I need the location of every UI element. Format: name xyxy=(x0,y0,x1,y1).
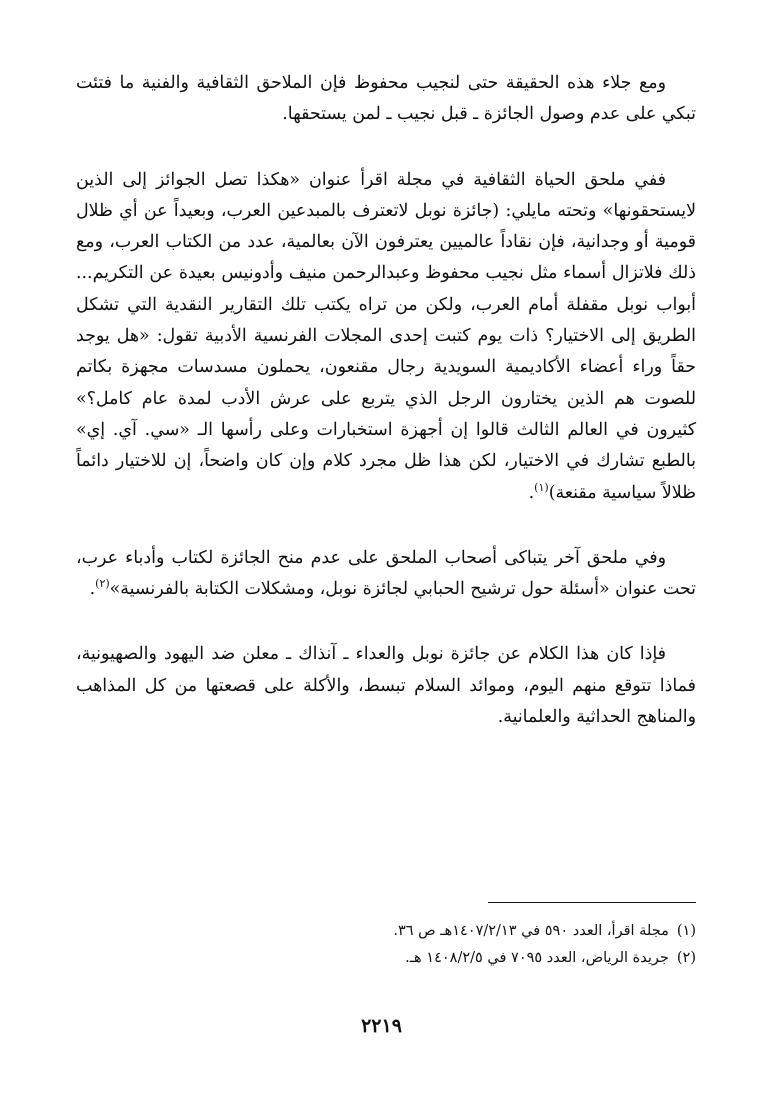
footnote-ref-1[interactable]: (١) xyxy=(534,480,549,494)
paragraph-3 xyxy=(76,543,696,606)
paragraph-4 xyxy=(76,639,696,733)
paragraph-1 xyxy=(76,68,696,131)
footnote-divider xyxy=(488,902,696,903)
paragraph-3-text: وفي ملحق آخر يتباكى أصحاب الملحق على عدم منح الجائزة لكتاب وأدباء عرب، تحت عنوان «أسئلة حول ترشيح الحبابي لجائزة نوبل، ومشكلات الكتابة بالفرنسية» xyxy=(76,547,696,600)
footnote-2 xyxy=(76,945,696,972)
footnote-1-text: مجلة اقرأ، العدد ٥٩٠ في ١٤٠٧/٢/١٣هـ ص ٣٦. xyxy=(393,923,669,939)
footnote-2-number: (٢) xyxy=(676,950,696,966)
paragraph-2-end: . xyxy=(528,482,535,503)
footnote-2-text: جريدة الرياض، العدد ٧٠٩٥ في ١٤٠٨/٢/٥ هـ. xyxy=(405,950,669,966)
paragraph-3-end: . xyxy=(89,579,96,600)
paragraph-1-text: ومع جلاء هذه الحقيقة حتى لنجيب محفوظ فإن الملاحق الثقافية والفنية ما فتئت تبكي على عدم وصول الجائزة ـ قبل نجيب ـ لمن يستحقها. xyxy=(76,73,696,125)
footnote-1 xyxy=(76,918,696,945)
footnotes xyxy=(76,918,696,972)
footnote-ref-2[interactable]: (٢) xyxy=(95,577,110,591)
page-body xyxy=(76,68,696,733)
footnote-1-number: (١) xyxy=(676,923,696,939)
page-number: ٢٢١٩ xyxy=(361,1015,402,1037)
paragraph-2 xyxy=(76,165,696,509)
paragraph-2-text: ففي ملحق الحياة الثقافية في مجلة اقرأ عنوان «هكذا تصل الجوائز إلى الذين لايستحقونها» وتحته مايلي: (جائزة نوبل لاتعترف بالمبدعين العرب، وبعيداً عن أي ظلال قومية أو وجدانية، فإن نقاداً عالميين يعترفون الآن بعالمية، عدد من الكتاب العرب، ومع ذلك فلاتزال أسماء مثل نجيب محفوظ وعبدالرحمن منيف وأدونيس بعيدة عن التكريم... أبواب نوبل مقفلة أمام العرب، ولكن من تراه يكتب تلك التقارير النقدية التي تشكل الطريق إلى الاختيار؟ ذات يوم كتبت إحدى المجلات الفرنسية الأدبية تقول: «هل يوجد حقاً وراء أعضاء الأكاديمية السويدية رجال مقنعون، يحملون مسدسات مجهزة بكاتم للصوت هم الذين يختارون الرجل الذي يتربع على عرش الأدب لمدة عام كامل؟» كثيرون في العالم الثالث قالوا إن أجهزة استخبارات وعلى رأسها الـ «سي. آي. إي» بالطبع تشارك في الاختيار، لكن هذا ظل مجرد كلام وإن كان واضحاً، إن للاختيار دائماً ظلالاً سياسية مقنعة) xyxy=(76,169,696,503)
paragraph-4-text: فإذا كان هذا الكلام عن جائزة نوبل والعداء ـ آنذاك ـ معلن ضد اليهود والصهيونية، فماذا تتوقع منهم اليوم، وموائد السلام تبسط، والأكلة على قصعتها من كل المذاهب والمناهج الحداثية والعلمانية. xyxy=(76,644,696,728)
